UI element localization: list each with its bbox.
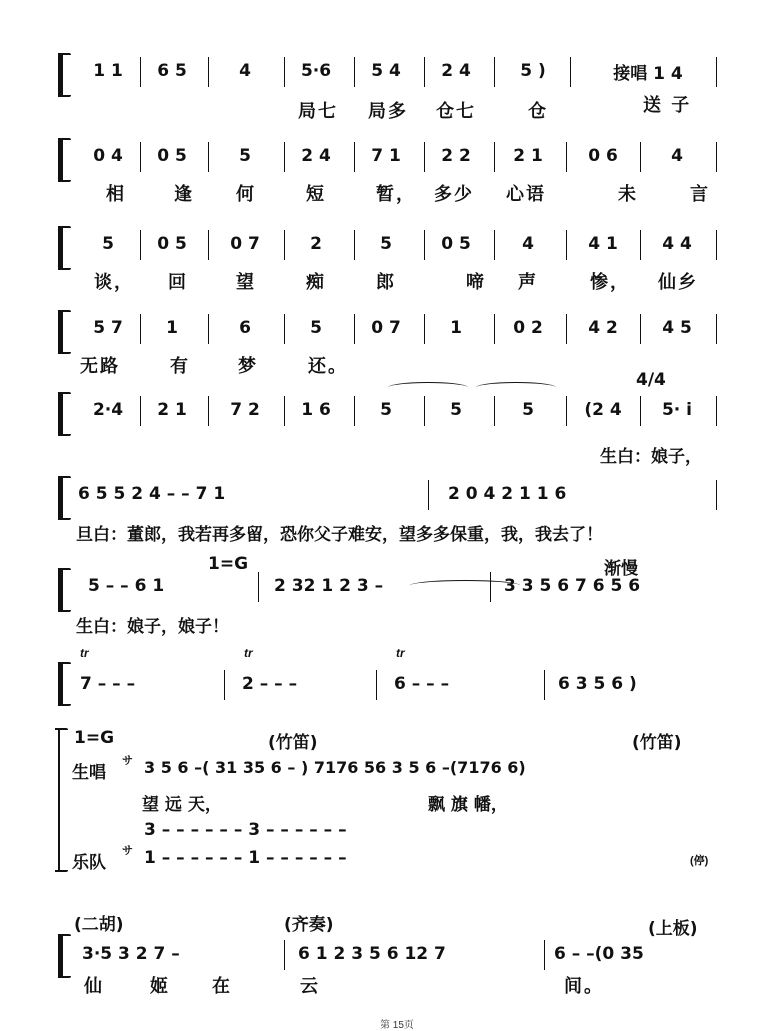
barline — [640, 230, 641, 260]
lyric: 啼 — [466, 272, 486, 293]
barline — [284, 396, 285, 426]
measure: 5 — [522, 400, 534, 420]
measure: 7 – – – — [80, 674, 136, 694]
instrument-label: (竹笛) — [268, 733, 318, 753]
measure: 2 4 — [441, 61, 471, 81]
instrument-label: (二胡) — [74, 915, 124, 935]
barline — [566, 142, 567, 172]
measure-line — [58, 394, 718, 434]
barline — [284, 142, 285, 172]
barline — [376, 670, 377, 700]
barline — [494, 142, 495, 172]
measure: 5 – – 6 1 — [88, 576, 165, 596]
barline — [224, 670, 225, 700]
free-meter-mark: サ — [122, 755, 133, 767]
measure: 2 1 — [157, 400, 187, 420]
measure: 3 3 5 6 7 6 5 6 — [504, 576, 641, 596]
barline — [566, 314, 567, 344]
barline — [716, 480, 717, 510]
measure: 5 — [450, 400, 462, 420]
lyric: 郎 — [376, 272, 396, 293]
barline — [494, 396, 495, 426]
barline — [140, 314, 141, 344]
lyric: 仓 — [528, 101, 548, 122]
barline — [284, 940, 285, 970]
tie — [476, 382, 556, 393]
barline — [208, 230, 209, 260]
measure: 1 1 — [93, 61, 123, 81]
barline — [354, 230, 355, 260]
measure: 4 — [522, 234, 534, 254]
barline — [354, 57, 355, 87]
barline — [284, 230, 285, 260]
barline — [494, 57, 495, 87]
system-7 — [58, 552, 718, 642]
lyric: 多少 — [434, 184, 474, 205]
measure: 6 3 5 6 ) — [558, 674, 637, 694]
measure: 0 6 — [588, 146, 618, 166]
barline — [284, 57, 285, 87]
measure: 5 — [310, 318, 322, 338]
barline — [424, 142, 425, 172]
band-upper: 3 – – – – – – 3 – – – – – – — [144, 820, 347, 840]
measure: 3·5 3 2 7 – — [82, 944, 180, 964]
measure: 1 6 — [301, 400, 331, 420]
barline — [140, 57, 141, 87]
system-bracket — [58, 228, 73, 268]
barline — [716, 314, 717, 344]
lyric: 在 — [212, 976, 232, 997]
measure: 2 4 — [301, 146, 331, 166]
system-bracket — [58, 55, 73, 95]
lyric: 望 — [236, 272, 256, 293]
lyric: 局七 — [298, 101, 338, 122]
measure: 4 2 — [588, 318, 618, 338]
free-meter-mark: サ — [122, 845, 133, 857]
lyric: 梦 — [238, 356, 258, 377]
spoken-line: 生白：娘子， — [600, 447, 702, 467]
barline — [544, 940, 545, 970]
measure: (2 4 — [584, 400, 622, 420]
lyric: 短 — [306, 184, 326, 205]
barline — [424, 57, 425, 87]
system-4 — [58, 312, 718, 382]
measure-line — [58, 668, 718, 708]
system-3 — [58, 228, 718, 298]
lyric: 还。 — [308, 356, 348, 377]
measure: 4 — [239, 61, 251, 81]
barline — [490, 572, 491, 602]
measure: 6 — [239, 318, 251, 338]
system-8 — [58, 640, 718, 710]
barline — [208, 396, 209, 426]
barline — [424, 230, 425, 260]
lyric: 惨， — [590, 272, 630, 293]
system-bracket — [58, 312, 73, 352]
barline — [208, 142, 209, 172]
system-bracket — [58, 478, 73, 518]
measure: 2·4 — [92, 400, 124, 420]
lyric: 何 — [236, 184, 256, 205]
barline — [140, 230, 141, 260]
instrument-label: (竹笛) — [632, 733, 682, 753]
barline — [354, 396, 355, 426]
barline — [424, 314, 425, 344]
lyric: 痴 — [306, 272, 326, 293]
key-signature: 1=G — [208, 554, 249, 574]
lyric: 谈， — [94, 272, 134, 293]
system-2 — [58, 140, 718, 210]
measure: 5 4 — [371, 61, 401, 81]
barline — [140, 142, 141, 172]
lyric: 回 — [168, 272, 188, 293]
barline — [428, 480, 429, 510]
measure: 5 7 — [93, 318, 123, 338]
time-signature: 4/4 — [636, 370, 666, 390]
free-section — [58, 724, 718, 874]
measure: 6 – –(0 35 — [554, 944, 644, 964]
tie — [388, 382, 468, 393]
system-bracket — [58, 140, 73, 180]
barline — [716, 396, 717, 426]
barline — [716, 230, 717, 260]
spoken-line: 生白：娘子，娘子！ — [76, 617, 229, 637]
barline — [208, 314, 209, 344]
measure: 0 5 — [157, 146, 187, 166]
sing-lyric: 飘 旗 幡， — [428, 795, 508, 815]
lyric: 相 — [106, 184, 126, 205]
system-5 — [58, 370, 718, 467]
measure-line — [58, 570, 718, 610]
page-number: 第 15页 — [380, 1020, 414, 1031]
barline — [354, 142, 355, 172]
measure: 6 – – – — [394, 674, 450, 694]
spoken-line: 旦白：董郎，我若再多留，恐你父子难安，望多多保重，我，我去了！ — [76, 525, 603, 545]
measure: 6 1 2 3 5 6 12 7 — [298, 944, 446, 964]
measure: 7 2 — [230, 400, 260, 420]
instrument-label: (齐奏) — [284, 915, 334, 935]
lyric: 仙 — [84, 976, 104, 997]
lyric: 无路 — [80, 356, 120, 377]
barline — [640, 396, 641, 426]
measure: 4 1 — [588, 234, 618, 254]
barline — [716, 57, 717, 87]
measure: 5 ) — [520, 61, 546, 81]
band-lower: 1 – – – – – – 1 – – – – – – — [144, 848, 347, 868]
barline — [208, 57, 209, 87]
measure: 1 — [166, 318, 178, 338]
barline — [640, 142, 641, 172]
measure: 0 7 — [230, 234, 260, 254]
measure: 1 — [450, 318, 462, 338]
measure: 6 5 — [157, 61, 187, 81]
lyric: 仓七 — [436, 101, 476, 122]
barline — [354, 314, 355, 344]
barline — [494, 230, 495, 260]
measure: 2 — [310, 234, 322, 254]
lyric: 仙乡 — [658, 272, 698, 293]
system-last — [58, 908, 718, 1008]
measure: 6 5 5 2 4 – – 7 1 — [78, 484, 226, 504]
sing-lyric: 望 远 天， — [142, 795, 222, 815]
key-signature: 1=G — [74, 728, 115, 748]
lyric: 暂， — [376, 184, 416, 205]
barline — [716, 142, 717, 172]
measure: 2 0 4 2 1 1 6 — [448, 484, 567, 504]
measure: 5 — [102, 234, 114, 254]
measure: 2 32 1 2 3 – — [274, 576, 384, 596]
measure: 4 5 — [662, 318, 692, 338]
measure: 接唱 1 4 — [613, 63, 683, 84]
barline — [258, 572, 259, 602]
measure: 0 5 — [157, 234, 187, 254]
measure: 5 — [380, 400, 392, 420]
measure: 2 2 — [441, 146, 471, 166]
system-1 — [58, 55, 718, 125]
sing-notes: 3 5 6 –( 31 35 6 – ) 7176 56 3 5 6 –(7176 6) — [144, 758, 526, 777]
measure: 5· i — [661, 400, 693, 420]
barline — [424, 396, 425, 426]
lyric: 局多 — [368, 101, 408, 122]
lyric: 心语 — [506, 184, 546, 205]
lyric: 逢 — [174, 184, 194, 205]
lyric: 送 子 — [643, 95, 692, 116]
part-label-sing: 生唱 — [72, 763, 106, 783]
barline — [140, 396, 141, 426]
barline — [566, 396, 567, 426]
barline — [494, 314, 495, 344]
barline — [284, 314, 285, 344]
barline — [544, 670, 545, 700]
measure: 4 4 — [662, 234, 692, 254]
measure: 0 5 — [441, 234, 471, 254]
barline — [640, 314, 641, 344]
part-label-band: 乐队 — [72, 853, 106, 873]
lyric: 云 — [300, 976, 320, 997]
measure: 0 2 — [513, 318, 543, 338]
measure: 5 — [380, 234, 392, 254]
lyric: 声 — [518, 272, 538, 293]
measure: 5 — [239, 146, 251, 166]
lyric: 言 — [690, 184, 710, 205]
lyric: 姬 — [150, 976, 170, 997]
measure: 0 7 — [371, 318, 401, 338]
lyric: 未 — [618, 184, 638, 205]
system-6 — [58, 478, 718, 548]
measure: 2 1 — [513, 146, 543, 166]
system-bracket — [58, 730, 70, 870]
tempo-mark: 渐慢 — [604, 559, 638, 579]
lyric: 间。 — [564, 976, 604, 997]
trill-mark: tr — [80, 646, 89, 660]
barline — [566, 230, 567, 260]
lyric: 有 — [170, 356, 190, 377]
stop-mark: (停) — [690, 855, 709, 867]
measure: 0 4 — [93, 146, 123, 166]
measure: 4 — [671, 146, 683, 166]
measure: 2 – – – — [242, 674, 298, 694]
measure: 7 1 — [371, 146, 401, 166]
board-mark: (上板) — [648, 919, 698, 939]
measure: 5·6 — [300, 61, 332, 81]
barline — [570, 57, 571, 87]
trill-mark: tr — [244, 646, 253, 660]
trill-mark: tr — [396, 646, 405, 660]
